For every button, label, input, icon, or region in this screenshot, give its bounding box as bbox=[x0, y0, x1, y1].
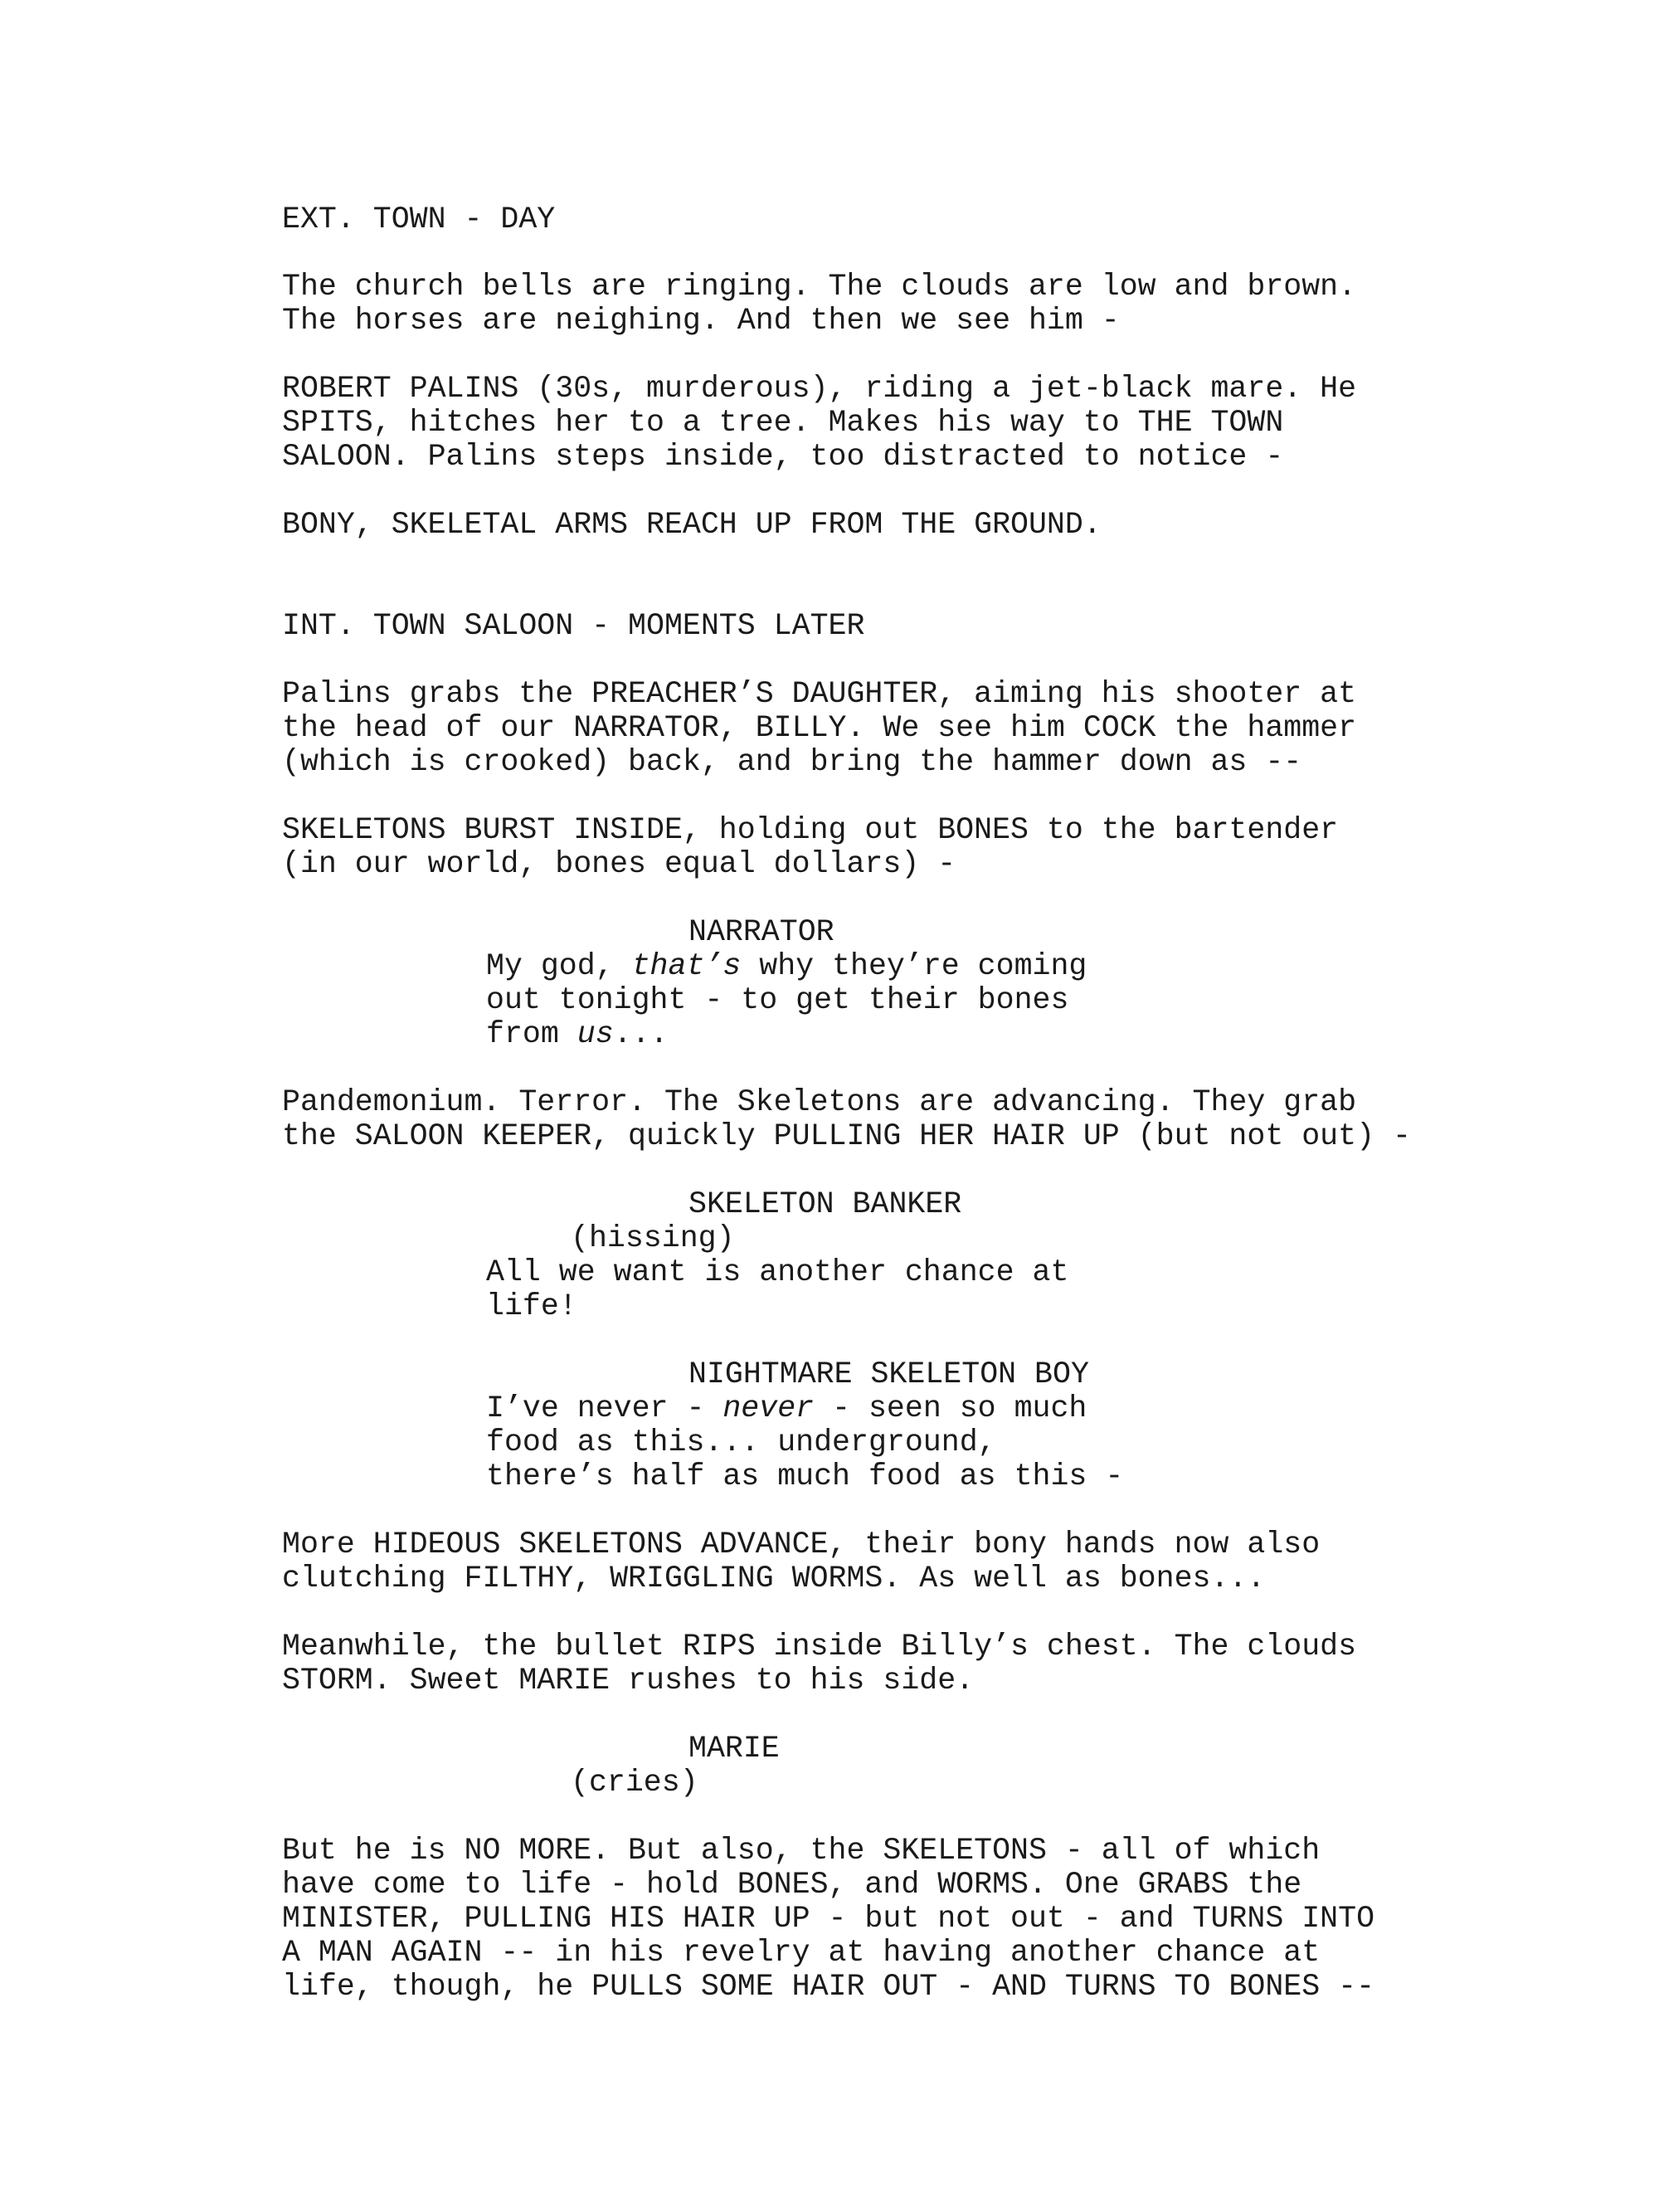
action-line: The horses are neighing. And then we see him - bbox=[282, 304, 1120, 338]
dialogue-line: there’s half as much food as this - bbox=[486, 1459, 1124, 1493]
dialogue-line: from us... bbox=[486, 1017, 669, 1051]
parenthetical: (hissing) bbox=[571, 1221, 735, 1255]
action-line: (which is crooked) back, and bring the hammer down as -- bbox=[282, 745, 1302, 779]
action-line: More HIDEOUS SKELETONS ADVANCE, their bony hands now also bbox=[282, 1527, 1321, 1562]
dialogue-line: food as this... underground, bbox=[486, 1425, 996, 1459]
action-line: the head of our NARRATOR, BILLY. We see him COCK the hammer bbox=[282, 711, 1357, 745]
character-name: MARIE bbox=[688, 1732, 780, 1766]
character-name: NARRATOR bbox=[688, 915, 834, 949]
scene-heading: INT. TOWN SALOON - MOMENTS LATER bbox=[282, 609, 865, 643]
action-line: But he is NO MORE. But also, the SKELETONS - all of which bbox=[282, 1834, 1321, 1868]
action-line: SKELETONS BURST INSIDE, holding out BONES to the bartender bbox=[282, 813, 1339, 847]
action-line: clutching FILTHY, WRIGGLING WORMS. As well as bones... bbox=[282, 1562, 1266, 1596]
action-line: life, though, he PULLS SOME HAIR OUT - AND TURNS TO BONES -- bbox=[282, 1970, 1375, 2004]
action-line: (in our world, bones equal dollars) - bbox=[282, 847, 956, 881]
character-name: NIGHTMARE SKELETON BOY bbox=[688, 1357, 1089, 1391]
scene-heading: EXT. TOWN - DAY bbox=[282, 202, 556, 236]
action-line: MINISTER, PULLING HIS HAIR UP - but not out - and TURNS INTO bbox=[282, 1902, 1375, 1936]
dialogue-line: life! bbox=[486, 1289, 577, 1323]
action-line: SPITS, hitches her to a tree. Makes his way to THE TOWN bbox=[282, 406, 1284, 440]
action-line: Pandemonium. Terror. The Skeletons are advancing. They grab bbox=[282, 1085, 1357, 1119]
action-line: STORM. Sweet MARIE rushes to his side. bbox=[282, 1664, 975, 1698]
dialogue-line: My god, that’s why they’re coming bbox=[486, 949, 1087, 983]
action-line: Meanwhile, the bullet RIPS inside Billy’s chest. The clouds bbox=[282, 1630, 1357, 1664]
action-line: The church bells are ringing. The clouds are low and brown. bbox=[282, 270, 1357, 304]
action-line: A MAN AGAIN -- in his revelry at having another chance at bbox=[282, 1936, 1321, 1970]
action-line: have come to life - hold BONES, and WORMS. One GRABS the bbox=[282, 1868, 1302, 1902]
dialogue-line: out tonight - to get their bones bbox=[486, 983, 1069, 1017]
action-line: Palins grabs the PREACHER’S DAUGHTER, aiming his shooter at bbox=[282, 677, 1357, 711]
parenthetical: (cries) bbox=[571, 1766, 698, 1800]
character-name: SKELETON BANKER bbox=[688, 1187, 962, 1221]
action-line: BONY, SKELETAL ARMS REACH UP FROM THE GROUND. bbox=[282, 508, 1102, 542]
action-line: the SALOON KEEPER, quickly PULLING HER HAIR UP (but not out) - bbox=[282, 1119, 1411, 1153]
action-line: SALOON. Palins steps inside, too distracted to notice - bbox=[282, 440, 1284, 474]
dialogue-line: I’ve never - never - seen so much bbox=[486, 1391, 1087, 1425]
action-line: ROBERT PALINS (30s, murderous), riding a jet-black mare. He bbox=[282, 372, 1357, 406]
dialogue-line: All we want is another chance at bbox=[486, 1255, 1069, 1289]
